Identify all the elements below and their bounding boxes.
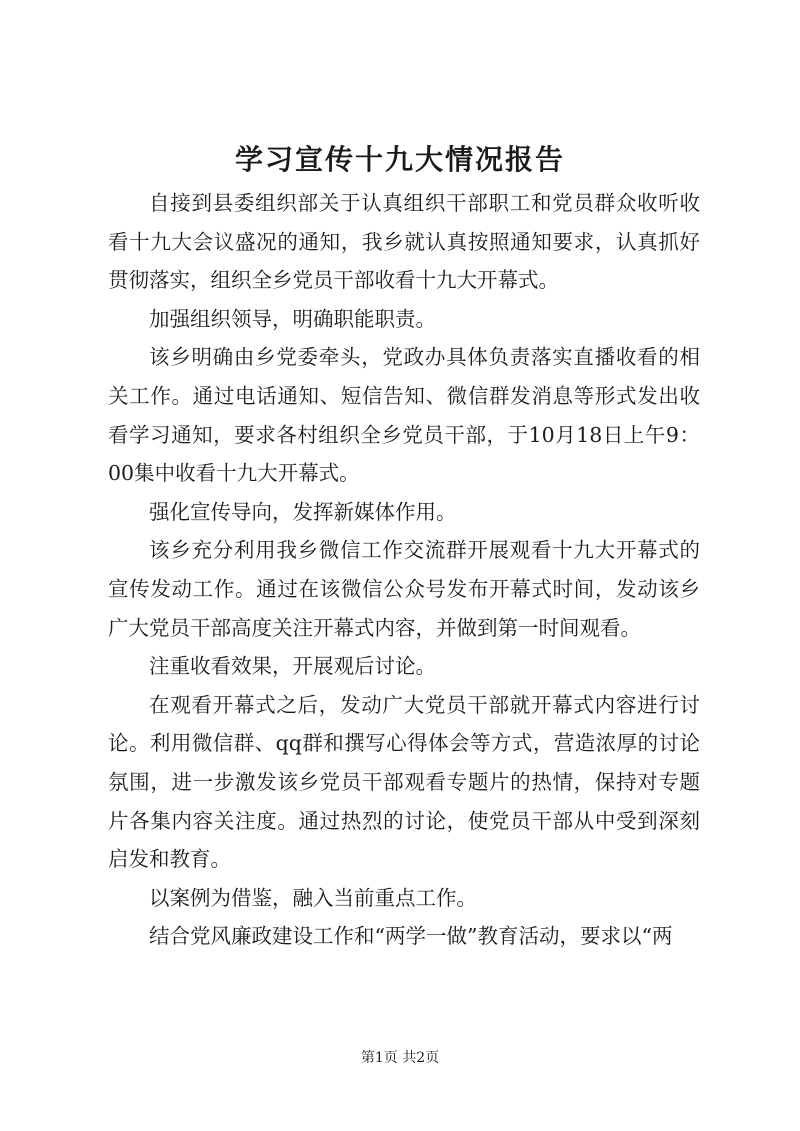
section-heading: 强化宣传导向，发挥新媒体作用。 bbox=[149, 499, 457, 524]
page-number: 第1页 共2页 bbox=[360, 1050, 440, 1066]
document-body bbox=[108, 184, 700, 956]
paragraph: 结合党风廉政建设工作和“两学一做”教育活动，要求以“两 bbox=[149, 924, 673, 949]
paragraph: 该乡充分利用我乡微信工作交流群开展观看十九大开幕式的宣传发动工作。通过在该微信公众号发布开幕式时间，发动该乡广大党员干部高度关注开幕式内容，并做到第一时间观看。 bbox=[108, 538, 700, 640]
page-title: 学习宣传十九大情况报告 bbox=[234, 143, 565, 176]
section-heading: 以案例为借鉴，融入当前重点工作。 bbox=[149, 885, 477, 910]
paragraph: 在观看开幕式之后，发动广大党员干部就开幕式内容进行讨论。利用微信群、qq群和撰写心得体会等方式，营造浓厚的讨论氛围，进一步激发该乡党员干部观看专题片的热情，保持对专题片各集内容关注度。通过热烈的讨论，使党员干部从中受到深刻启发和教育。 bbox=[108, 692, 700, 872]
section-heading: 加强组织领导，明确职能职责。 bbox=[149, 306, 436, 331]
paragraph: 该乡明确由乡党委牵头，党政办具体负责落实直播收看的相关工作。通过电话通知、短信告知、微信群发消息等形式发出收看学习通知，要求各村组织全乡党员干部，于10月18日上午9：00集中收看十九大开幕式。 bbox=[108, 345, 700, 486]
section-heading: 注重收看效果，开展观后讨论。 bbox=[149, 654, 436, 679]
paragraph: 自接到县委组织部关于认真组织干部职工和党员群众收听收看十九大会议盛况的通知，我乡就认真按照通知要求，认真抓好贯彻落实，组织全乡党员干部收看十九大开幕式。 bbox=[108, 191, 700, 293]
